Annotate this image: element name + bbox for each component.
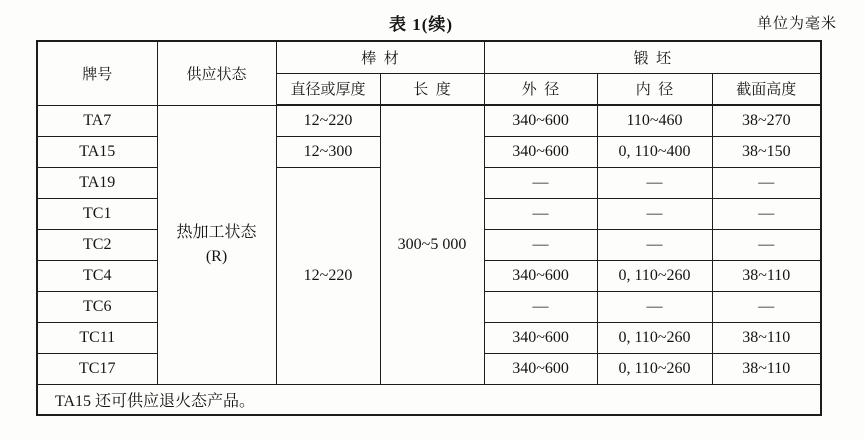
inner-diameter-cell: 0, 110~400	[597, 136, 712, 167]
header-inner-diameter: 内 径	[597, 73, 712, 105]
section-height-cell: —	[712, 167, 821, 198]
section-height-cell: 38~110	[712, 353, 821, 384]
outer-diameter-cell: —	[484, 291, 597, 322]
inner-diameter-cell: 0, 110~260	[597, 353, 712, 384]
outer-diameter-cell: —	[484, 229, 597, 260]
grade-cell: TC17	[37, 353, 157, 384]
supply-state-line2: (R)	[205, 247, 228, 265]
header-bar-group: 棒 材	[276, 41, 484, 73]
diameter-merged-cell: 12~220	[276, 167, 380, 384]
header-outer-diameter: 外 径	[484, 73, 597, 105]
outer-diameter-cell: 340~600	[484, 260, 597, 291]
grade-cell: TA19	[37, 167, 157, 198]
inner-diameter-cell: —	[597, 229, 712, 260]
spec-table	[36, 40, 822, 416]
diameter-cell: 12~220	[276, 105, 380, 136]
outer-diameter-cell: 340~600	[484, 136, 597, 167]
header-diameter-or-thickness: 直径或厚度	[276, 73, 380, 105]
outer-diameter-cell: 340~600	[484, 353, 597, 384]
grade-cell: TC6	[37, 291, 157, 322]
inner-diameter-cell: 0, 110~260	[597, 260, 712, 291]
header-supply-state: 供应状态	[157, 41, 276, 105]
header-forging-group: 锻 坯	[484, 41, 821, 73]
section-height-cell: 38~150	[712, 136, 821, 167]
grade-cell: TC4	[37, 260, 157, 291]
inner-diameter-cell: —	[597, 167, 712, 198]
grade-cell: TA7	[37, 105, 157, 136]
table-title: 表 1(续)	[388, 15, 454, 34]
footnote-cell: TA15 还可供应退火态产品。	[37, 384, 821, 415]
inner-diameter-cell: 0, 110~260	[597, 322, 712, 353]
section-height-cell: 38~110	[712, 322, 821, 353]
header-length: 长 度	[380, 73, 484, 105]
section-height-cell: —	[712, 198, 821, 229]
inner-diameter-cell: —	[597, 291, 712, 322]
outer-diameter-cell: —	[484, 167, 597, 198]
unit-note: 单位为毫米	[756, 16, 837, 32]
grade-cell: TC11	[37, 322, 157, 353]
table-row	[37, 105, 821, 136]
diameter-cell: 12~300	[276, 136, 380, 167]
grade-cell: TC1	[37, 198, 157, 229]
section-height-cell: —	[712, 229, 821, 260]
inner-diameter-cell: —	[597, 198, 712, 229]
header-grade: 牌号	[37, 41, 157, 105]
length-cell: 300~5 000	[380, 105, 484, 384]
supply-state-cell	[157, 105, 276, 384]
grade-cell: TC2	[37, 229, 157, 260]
header-row-groups	[37, 41, 821, 73]
inner-diameter-cell: 110~460	[597, 105, 712, 136]
outer-diameter-cell: 340~600	[484, 105, 597, 136]
footnote-row	[37, 384, 821, 415]
supply-state-line1: 热加工状态	[176, 224, 257, 242]
outer-diameter-cell: 340~600	[484, 322, 597, 353]
outer-diameter-cell: —	[484, 198, 597, 229]
section-height-cell: —	[712, 291, 821, 322]
section-height-cell: 38~270	[712, 105, 821, 136]
header-section-height: 截面高度	[712, 73, 821, 105]
section-height-cell: 38~110	[712, 260, 821, 291]
grade-cell: TA15	[37, 136, 157, 167]
